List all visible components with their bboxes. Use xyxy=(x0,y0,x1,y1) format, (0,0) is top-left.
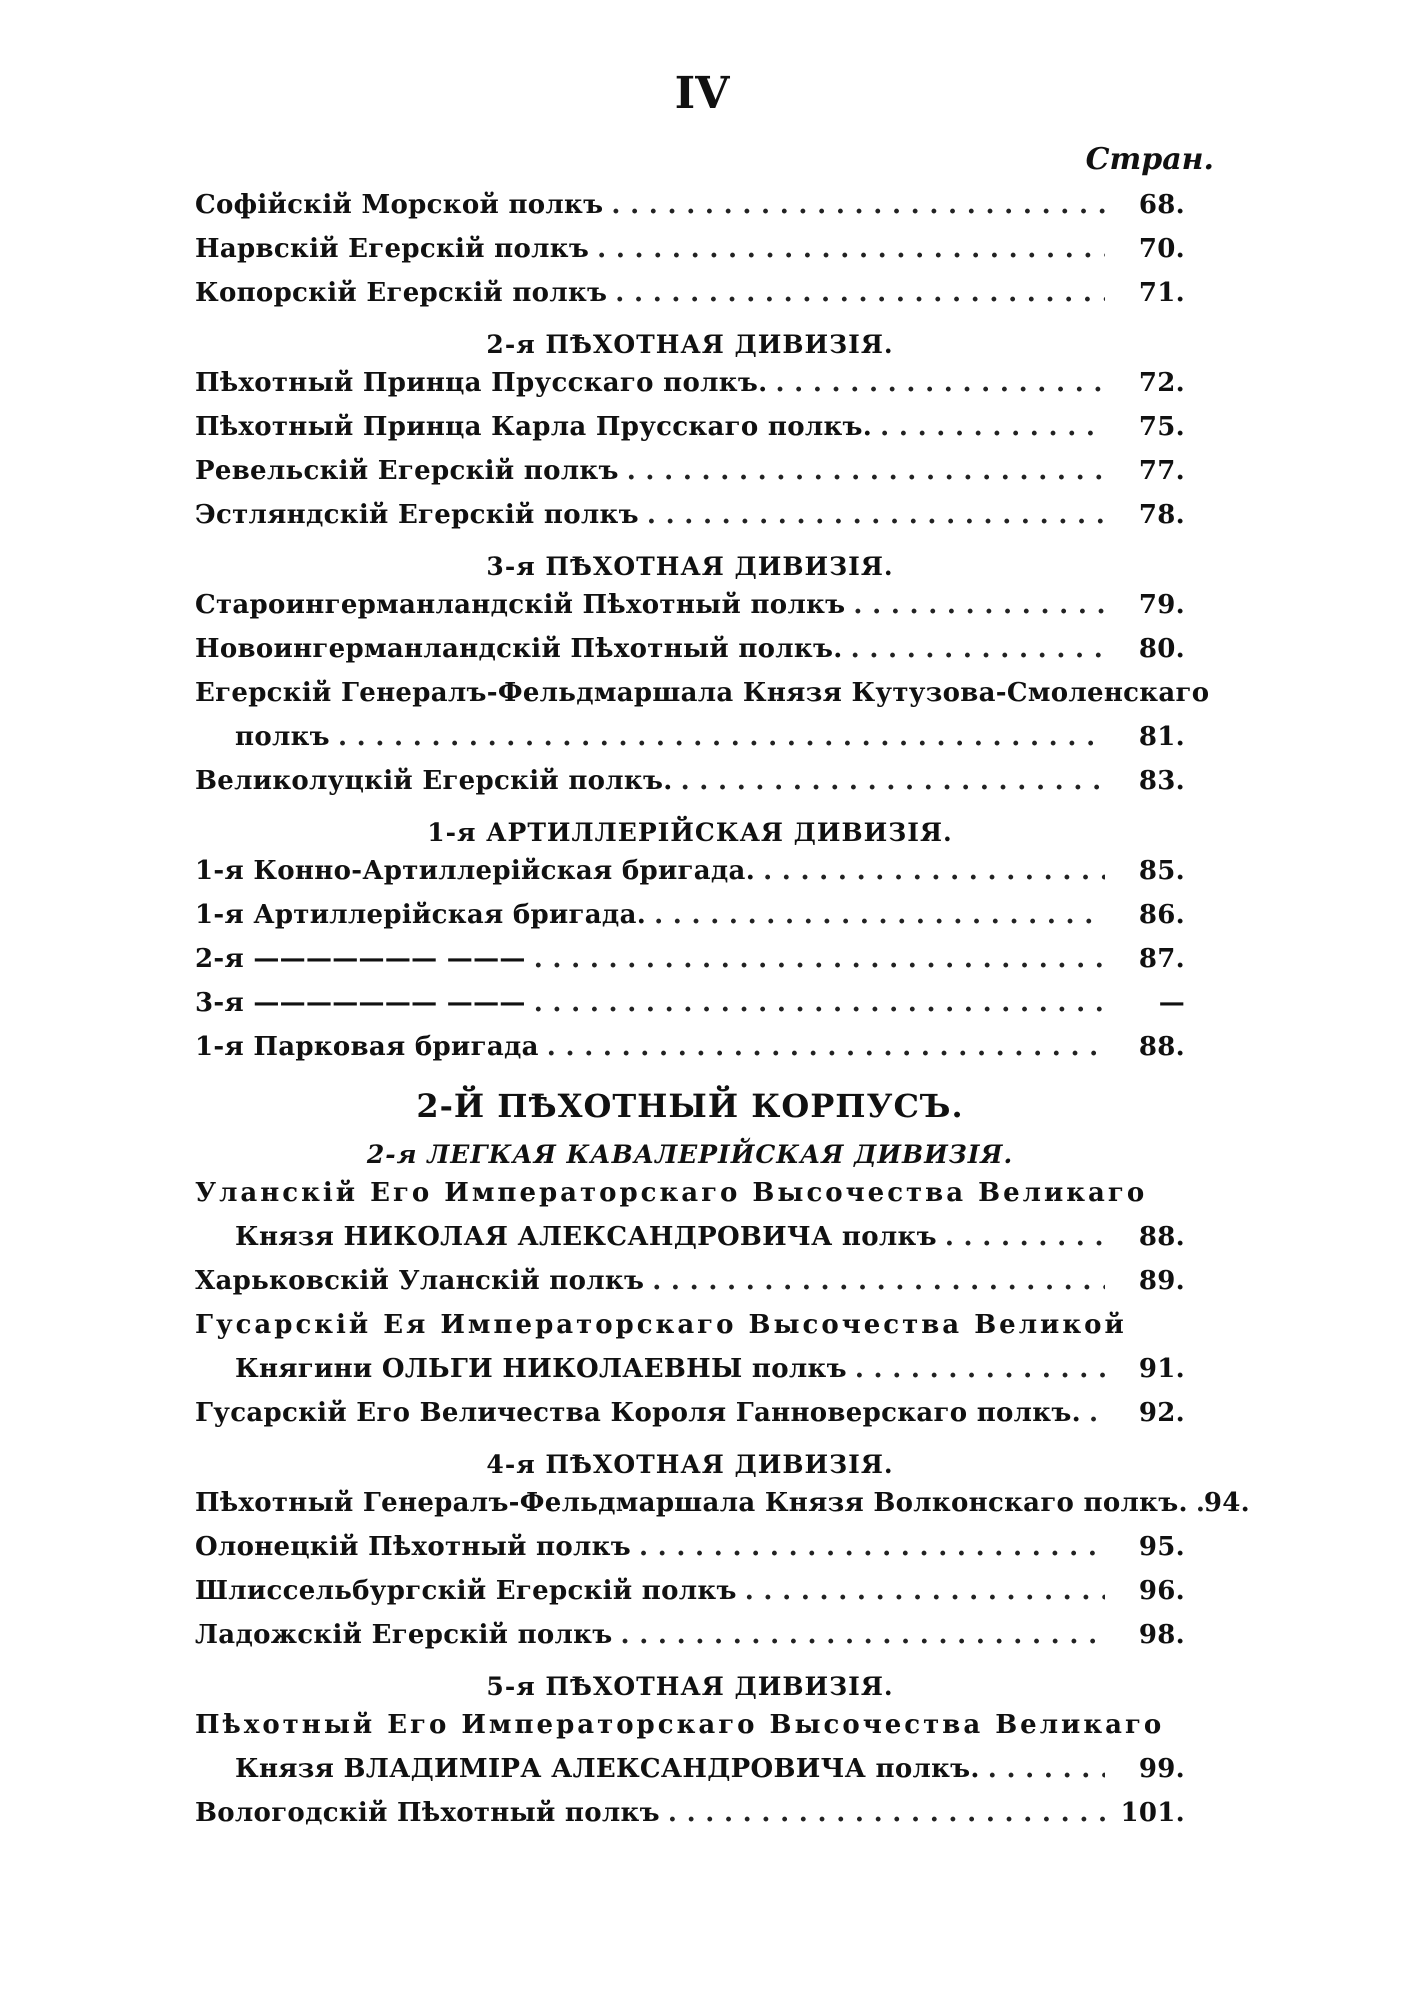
dot-leader xyxy=(539,1032,1105,1062)
dot-leader xyxy=(619,456,1105,486)
toc-entry-page: 92. xyxy=(1138,1398,1185,1428)
toc-entry-page: 95. xyxy=(1138,1532,1185,1562)
toc-entry xyxy=(195,900,1185,944)
toc-entry-line2 xyxy=(195,1222,1185,1266)
toc-entry-line1 xyxy=(195,1710,1185,1754)
dot-leader xyxy=(673,766,1105,796)
toc-entry-title: Софійскій Морской полкъ xyxy=(195,190,604,220)
toc-entry-line1 xyxy=(195,678,1210,722)
toc-entry-page: 94. xyxy=(1203,1488,1250,1518)
toc-entry-title: Новоингерманландскій Пѣхотный полкъ. xyxy=(195,634,843,664)
toc-entry xyxy=(195,634,1185,678)
dot-leader xyxy=(526,944,1105,974)
toc-entry-title: 1-я Конно-Артиллерійская бригада. xyxy=(195,856,756,886)
dot-leader xyxy=(526,988,1105,1018)
toc-entry-page: 83. xyxy=(1138,766,1185,796)
division-heading: 4-я ПѢХОТНАЯ ДИВИЗІЯ. xyxy=(486,1450,894,1479)
toc-entry-page: 85. xyxy=(1138,856,1185,886)
toc-entry-page: 78. xyxy=(1138,500,1185,530)
toc-entry-page: 87. xyxy=(1138,944,1185,974)
toc-entry xyxy=(195,1266,1185,1310)
toc-entry xyxy=(195,368,1185,412)
dot-leader xyxy=(646,900,1105,930)
dot-leader xyxy=(1188,1488,1204,1518)
toc-entry-title-cont: Княгини ОЛЬГИ НИКОЛАЕВНЫ полкъ xyxy=(235,1354,847,1384)
dot-leader xyxy=(1081,1398,1105,1428)
toc-entry-page: — xyxy=(1158,988,1185,1018)
toc-entry-page: 91. xyxy=(1138,1354,1185,1384)
toc-entry-title: Олонецкій Пѣхотный полкъ xyxy=(195,1532,631,1562)
dot-leader xyxy=(644,1266,1105,1296)
toc-entry-line1 xyxy=(195,1178,1185,1222)
dot-leader xyxy=(639,500,1105,530)
toc-entry-title: Копорскій Егерскій полкъ xyxy=(195,278,608,308)
toc-entry xyxy=(195,190,1185,234)
dot-leader xyxy=(589,234,1105,264)
toc-entry-page: 81. xyxy=(1138,722,1185,752)
toc-entry-title: 1-я Парковая бригада xyxy=(195,1032,539,1062)
toc-entry-title: Уланскій Его Императорскаго Высочества Великаго xyxy=(195,1178,1148,1208)
toc-entry-title: Ладожскій Егерскій полкъ xyxy=(195,1620,613,1650)
toc-entry xyxy=(195,1398,1185,1442)
toc-entry xyxy=(195,456,1185,500)
toc-entry-line1 xyxy=(195,1310,1185,1354)
dot-leader xyxy=(755,856,1105,886)
dot-leader xyxy=(845,590,1105,620)
dot-leader xyxy=(737,1576,1105,1606)
toc-entry-title: Пѣхотный Принца Прусскаго полкъ. xyxy=(195,368,768,398)
toc-entry xyxy=(195,766,1185,810)
toc-entry-line2 xyxy=(195,1354,1185,1398)
toc-entry xyxy=(195,1032,1185,1076)
toc-entry-title: Великолуцкій Егерскій полкъ. xyxy=(195,766,673,796)
toc-entry-page: 96. xyxy=(1138,1576,1185,1606)
toc-entry-title: 3-я ——————— ——— xyxy=(195,988,526,1018)
toc-entry-line2 xyxy=(195,722,1185,766)
toc-entry-title: 1-я Артиллерійская бригада. xyxy=(195,900,647,930)
dot-leader xyxy=(843,634,1105,664)
dot-leader xyxy=(603,190,1105,220)
toc-entry xyxy=(195,944,1185,988)
dot-leader xyxy=(660,1798,1105,1828)
division-heading: 1-я АРТИЛЛЕРІЙСКАЯ ДИВИЗІЯ. xyxy=(427,818,953,847)
toc-entry xyxy=(195,1532,1185,1576)
toc-entry xyxy=(195,500,1185,544)
toc-entry-page: 70. xyxy=(1138,234,1185,264)
toc-entry xyxy=(195,278,1185,322)
toc-entry xyxy=(195,1576,1185,1620)
division-heading: 2-я ПѢХОТНАЯ ДИВИЗІЯ. xyxy=(486,330,894,359)
toc-entry-page: 80. xyxy=(1138,634,1185,664)
toc-entry-page: 89. xyxy=(1138,1266,1185,1296)
toc-entry-page: 101. xyxy=(1120,1798,1185,1828)
dot-leader xyxy=(847,1354,1105,1384)
toc-entry-page: 72. xyxy=(1138,368,1185,398)
dot-leader xyxy=(872,412,1105,442)
toc-entry xyxy=(195,590,1185,634)
toc-entry-page: 99. xyxy=(1138,1754,1185,1784)
division-heading: 5-я ПѢХОТНАЯ ДИВИЗІЯ. xyxy=(486,1672,894,1701)
toc-entry-page: 88. xyxy=(1138,1032,1185,1062)
toc-entry-title: Староингерманландскій Пѣхотный полкъ xyxy=(195,590,846,620)
corps-heading: 2-Й ПѢХОТНЫЙ КОРПУСЪ. xyxy=(416,1087,964,1125)
toc-entry-page: 79. xyxy=(1138,590,1185,620)
page-column-label: Стран. xyxy=(1085,142,1214,177)
toc-entry xyxy=(195,1488,1250,1532)
toc-entry-title-cont: Князя НИКОЛАЯ АЛЕКСАНДРОВИЧА полкъ xyxy=(235,1222,937,1252)
dot-leader xyxy=(767,368,1105,398)
toc-entry-title: Вологодскій Пѣхотный полкъ xyxy=(195,1798,660,1828)
division-heading: 2-я ЛЕГКАЯ КАВАЛЕРІЙСКАЯ ДИВИЗІЯ. xyxy=(366,1140,1014,1169)
toc-entry-title: Гусарскій Ея Императорскаго Высочества Великой xyxy=(195,1310,1127,1340)
dot-leader xyxy=(613,1620,1106,1650)
page-number: IV xyxy=(674,68,730,119)
toc-entry-title: Ревельскій Егерскій полкъ xyxy=(195,456,619,486)
toc-entry-page: 98. xyxy=(1138,1620,1185,1650)
toc-entry-title: Гусарскій Его Величества Короля Ганноверскаго полкъ. xyxy=(195,1398,1081,1428)
toc-entry-line2 xyxy=(195,1754,1185,1798)
toc-entry-title: Пѣхотный Принца Карла Прусскаго полкъ. xyxy=(195,412,873,442)
toc-entry-page: 77. xyxy=(1138,456,1185,486)
toc-entry-title: Пѣхотный Генералъ-Фельдмаршала Князя Волконскаго полкъ. xyxy=(195,1488,1188,1518)
toc-entry-page: 86. xyxy=(1138,900,1185,930)
toc-entry xyxy=(195,856,1185,900)
toc-entry-page: 68. xyxy=(1138,190,1185,220)
dot-leader xyxy=(631,1532,1105,1562)
toc-entry-title: 2-я ——————— ——— xyxy=(195,944,526,974)
toc-entry xyxy=(195,1620,1185,1664)
dot-leader xyxy=(330,722,1105,752)
toc-entry-title: Нарвскій Егерскій полкъ xyxy=(195,234,590,264)
dot-leader xyxy=(937,1222,1105,1252)
toc-entry xyxy=(195,412,1185,456)
toc-entry-title-cont: полкъ xyxy=(235,722,330,752)
toc-entry-page: 75. xyxy=(1138,412,1185,442)
toc-entry-title: Шлиссельбургскій Егерскій полкъ xyxy=(195,1576,737,1606)
toc-entry-page: 88. xyxy=(1138,1222,1185,1252)
table-of-contents xyxy=(195,190,1250,1842)
toc-entry xyxy=(195,988,1185,1032)
toc-entry-title: Эстляндскій Егерскій полкъ xyxy=(195,500,639,530)
toc-entry-page: 71. xyxy=(1138,278,1185,308)
toc-entry-title: Егерскій Генералъ-Фельдмаршала Князя Кутузова-Смоленскаго xyxy=(195,678,1210,708)
dot-leader xyxy=(980,1754,1105,1784)
toc-entry-title: Харьковскій Уланскій полкъ xyxy=(195,1266,645,1296)
division-heading: 3-я ПѢХОТНАЯ ДИВИЗІЯ. xyxy=(486,552,894,581)
dot-leader xyxy=(607,278,1105,308)
toc-entry-title: Пѣхотный Его Императорскаго Высочества Великаго xyxy=(195,1710,1165,1740)
toc-entry xyxy=(195,234,1185,278)
toc-entry-title-cont: Князя ВЛАДИМІРА АЛЕКСАНДРОВИЧА полкъ. xyxy=(235,1754,980,1784)
toc-entry xyxy=(195,1798,1185,1842)
